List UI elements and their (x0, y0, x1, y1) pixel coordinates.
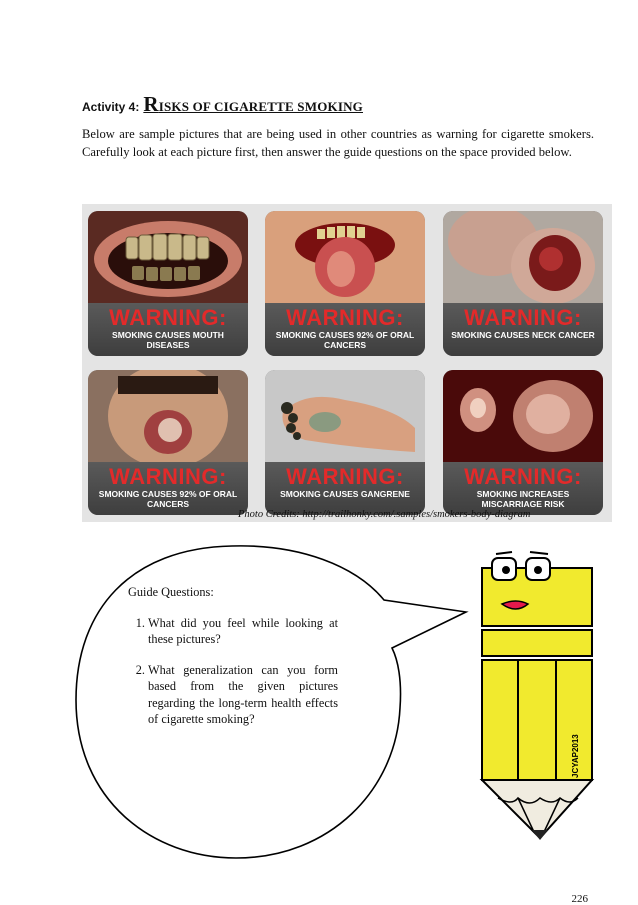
guide-question-list (128, 615, 338, 728)
pencil-mascot-icon (468, 548, 598, 848)
photo-credits: Photo Credits: http://trailhonky.com/.samples/smokers-body-diagram (238, 509, 531, 520)
warning-heading: WARNING: (286, 464, 404, 489)
page-number: 226 (571, 893, 588, 905)
warning-heading: WARNING: (464, 305, 582, 330)
guide-question-1: 1. What did you feel while looking at these pictures? (148, 615, 338, 648)
warning-caption: SMOKING INCREASES MISCARRIAGE RISK (476, 489, 570, 509)
warning-heading: WARNING: (109, 305, 227, 330)
activity-title-rest: ISKS OF CIGARETTE SMOKING (158, 99, 363, 114)
guide-question-2: 2. What generalization can you form based from the given pictures regarding the long-term health effects of cigarette smoking? (148, 662, 338, 728)
warning-caption: SMOKING CAUSES NECK CANCER (451, 330, 595, 340)
intro-paragraph: Below are sample pictures that are being used in other countries as warning for cigarette smokers. Carefully look at each picture first, then answer the guide questions on the space provided below. (82, 127, 594, 159)
warning-caption: SMOKING CAUSES GANGRENE (280, 489, 410, 499)
pencil-signature: JCYAP2013 (571, 734, 580, 778)
warning-caption: SMOKING CAUSES 92% OF ORAL CANCERS (275, 330, 415, 350)
warning-heading: WARNING: (109, 464, 227, 489)
warning-heading: WARNING: (464, 464, 582, 489)
warning-caption: SMOKING CAUSES MOUTH DISEASES (112, 330, 224, 350)
warning-caption: SMOKING CAUSES 92% OF ORAL CANCERS (98, 489, 238, 509)
guide-questions (128, 584, 338, 742)
activity-label: Activity 4: (82, 100, 140, 114)
warning-heading: WARNING: (286, 305, 404, 330)
activity-title-initial: R (143, 92, 159, 116)
guide-heading: Guide Questions: (128, 585, 214, 599)
